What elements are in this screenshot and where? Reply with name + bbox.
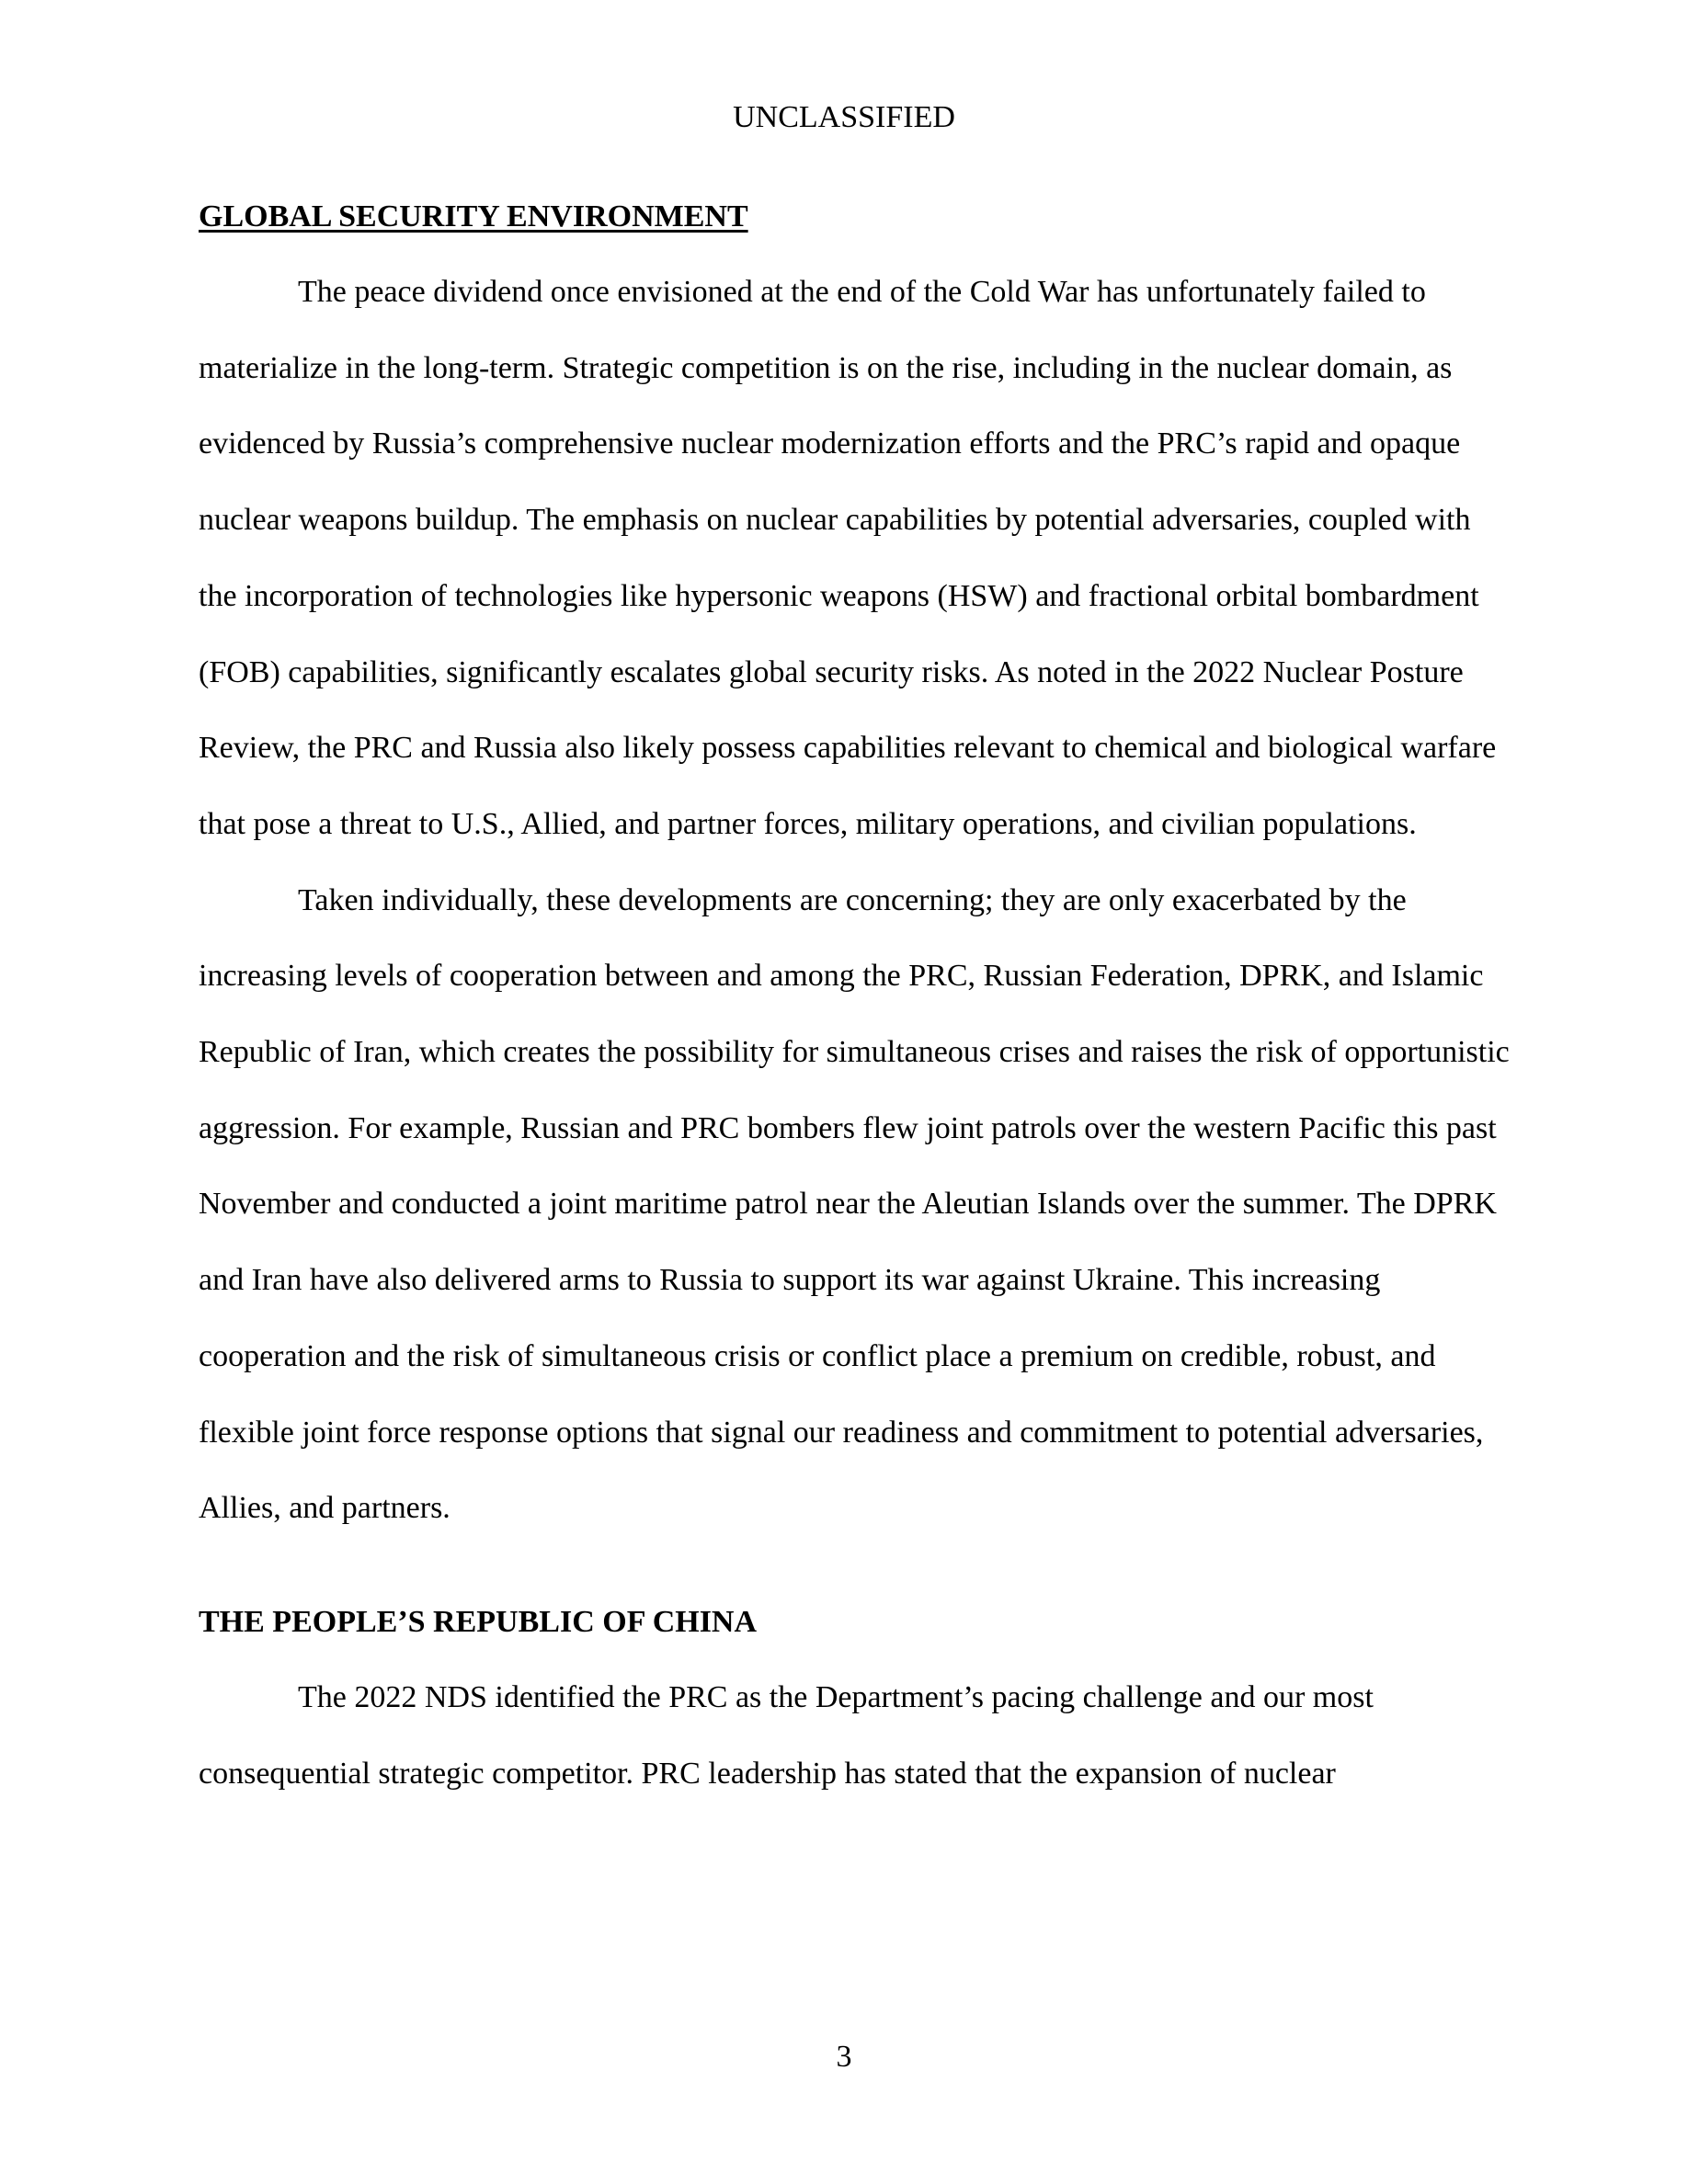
section-heading-prc: THE PEOPLE’S REPUBLIC OF CHINA [199,1604,758,1639]
paragraph: The 2022 NDS identified the PRC as the Department’s pacing challenge and our most consequential strategic competitor. PRC leadership has stated that the expansion of nuclear [199,1679,1374,1791]
classification-marking: UNCLASSIFIED [733,100,955,134]
section-heading-text: GLOBAL SECURITY ENVIRONMENT [199,199,748,233]
section-heading-global-security [199,197,1513,237]
page-number: 3 [836,2040,852,2074]
document-body [199,197,1513,1812]
paragraph: Taken individually, these developments are concerning; they are only exacerbated by the increasing levels of cooperation between and among the PRC, Russian Federation, DPRK, and Islamic Republic of Iran, which creates the possibility for simultaneous crises and raises the risk of opportunistic aggression. For example, Russian and PRC bombers flew joint patrols over the western Pacific this past November and conducted a joint maritime patrol near the Aleutian Islands over the summer. The DPRK and Iran have also delivered arms to Russia to support its war against Ukraine. This increasing cooperation and the risk of simultaneous crisis or conflict place a premium on credible, robust, and flexible joint force response options that signal our readiness and commitment to potential adversaries, Allies, and partners. [199,882,1510,1526]
paragraph: The peace dividend once envisioned at the end of the Cold War has unfortunately failed to materialize in the long-term. Strategic competition is on the rise, including in the nuclear domain, as evidenced by Russia’s comprehensive nuclear modernization efforts and the PRC’s rapid and opaque nuclear weapons buildup. The emphasis on nuclear capabilities by potential adversaries, coupled with the incorporation of technologies like hypersonic weapons (HSW) and fractional orbital bombardment (FOB) capabilities, significantly escalates global security risks. As noted in the 2022 Nuclear Posture Review, the PRC and Russia also likely possess capabilities relevant to chemical and biological warfare that pose a threat to U.S., Allied, and partner forces, military operations, and civilian populations. [199,275,1497,841]
